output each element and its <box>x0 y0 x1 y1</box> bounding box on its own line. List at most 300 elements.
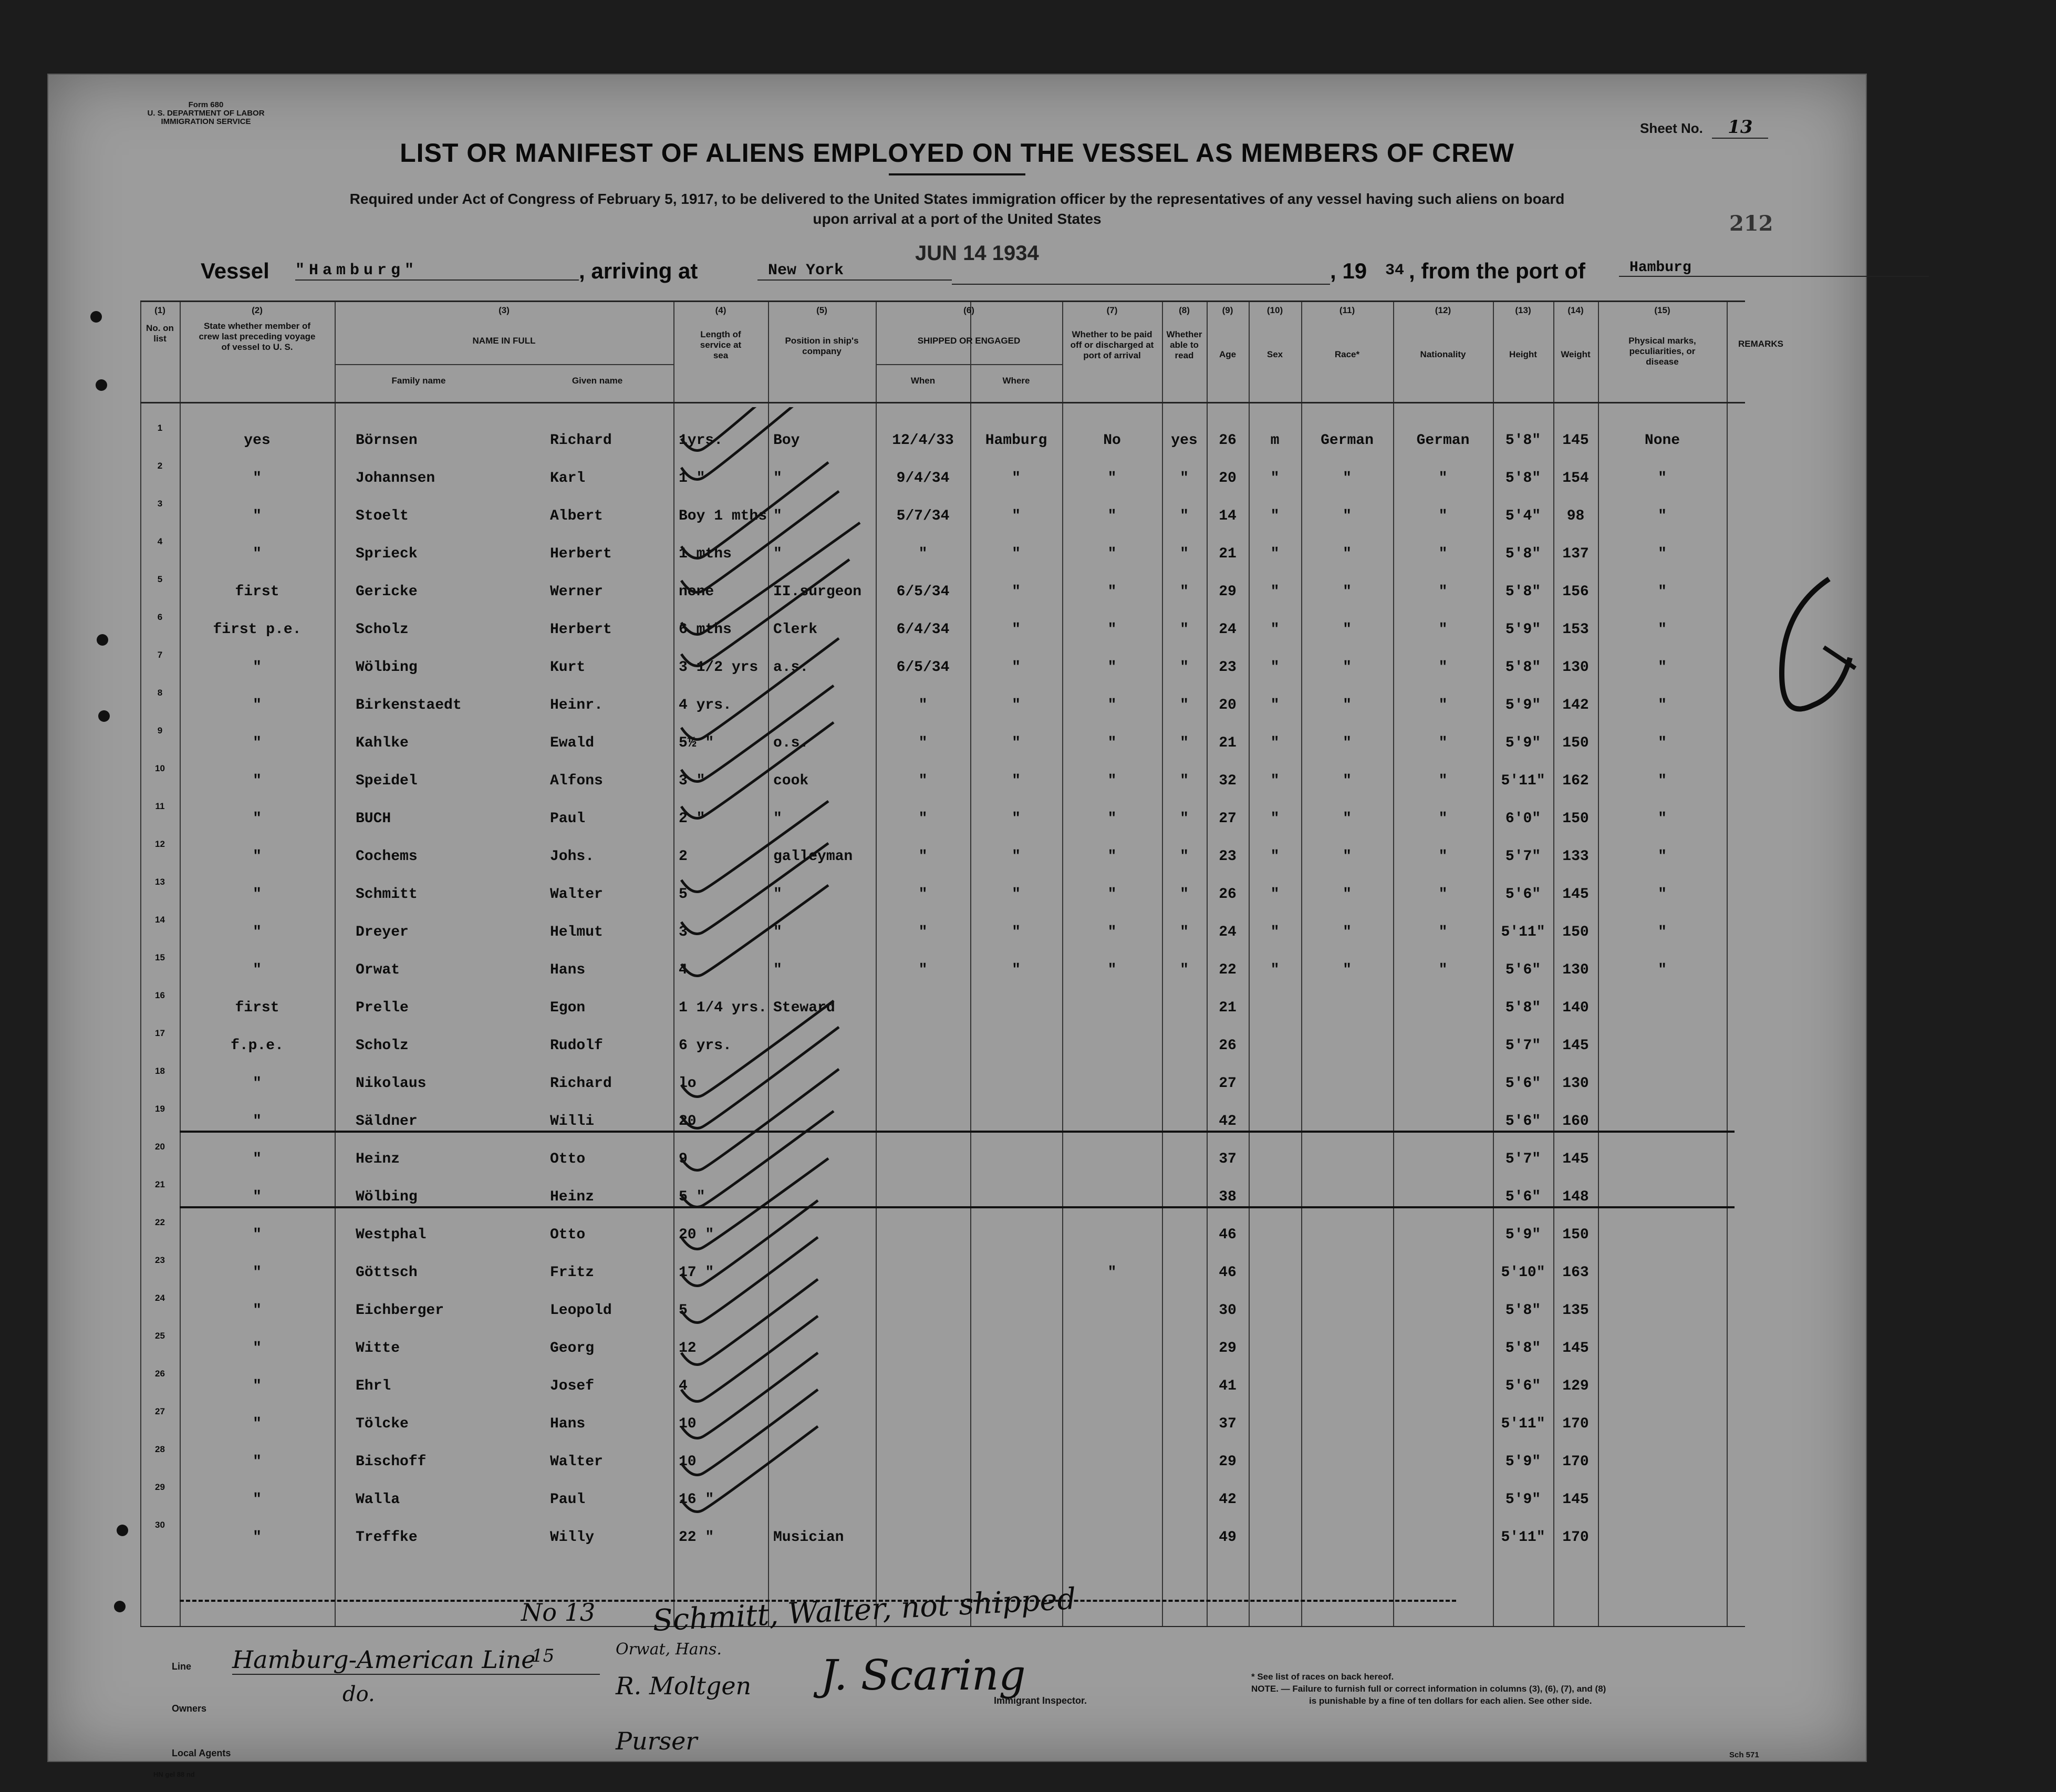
cell-age: 23 <box>1219 848 1237 865</box>
cell-given: Helmut <box>550 924 603 940</box>
fine-note-1: NOTE. — Failure to furnish full or correct information in columns (3), (6), (7), and (8) <box>1251 1684 1606 1694</box>
cell-family: Gericke <box>356 584 418 600</box>
cell-prev: " <box>253 811 262 827</box>
cell-weight: 170 <box>1562 1416 1589 1432</box>
cell-prev: " <box>253 1416 262 1432</box>
cell-paid: " <box>1107 848 1117 865</box>
cell-prev: " <box>253 962 262 978</box>
cell-service: 3 <box>679 924 688 940</box>
cell-height: 5'8" <box>1505 546 1541 562</box>
cell-sex: " <box>1270 621 1280 638</box>
cell-given: Willy <box>550 1529 595 1546</box>
cell-n: 24 <box>155 1293 165 1303</box>
cell-family: Börnsen <box>356 432 418 449</box>
cell-age: 26 <box>1219 1038 1237 1054</box>
cell-weight: 133 <box>1562 848 1589 865</box>
cell-age: 20 <box>1219 470 1237 486</box>
cell-nat: " <box>1438 546 1448 562</box>
cell-weight: 130 <box>1562 659 1589 676</box>
cell-weight: 162 <box>1562 773 1589 789</box>
cell-service: 22 " <box>679 1529 714 1546</box>
cell-sex: " <box>1270 508 1280 524</box>
cell-height: 5'9" <box>1505 1227 1541 1243</box>
cell-family: Johannsen <box>356 470 435 486</box>
cell-age: 37 <box>1219 1416 1237 1432</box>
cell-given: Fritz <box>550 1265 595 1281</box>
cell-prev: " <box>253 697 262 713</box>
cell-weight: 156 <box>1562 584 1589 600</box>
cell-age: 29 <box>1219 1340 1237 1356</box>
cell-prev: " <box>253 1189 262 1205</box>
cell-service: 2 <box>679 848 688 865</box>
table-row <box>140 688 1745 726</box>
cell-age: 30 <box>1219 1302 1237 1319</box>
cell-weight: 145 <box>1562 1038 1589 1054</box>
column-header: (2) State whether member of crew last preceding voyage of vessel to U. S. <box>199 305 316 352</box>
cell-family: Tölcke <box>356 1416 409 1432</box>
cell-height: 5'11" <box>1501 1529 1545 1546</box>
cell-height: 5'8" <box>1505 1340 1541 1356</box>
cell-n: 12 <box>155 839 165 849</box>
column-subheader: When <box>910 376 936 386</box>
cell-prev: " <box>253 1151 262 1167</box>
cell-given: Hans <box>550 962 586 978</box>
cell-n: 16 <box>155 990 165 1000</box>
purser-signature: R. Moltgen <box>616 1672 752 1700</box>
cell-where: " <box>1012 962 1021 978</box>
cell-race: " <box>1343 697 1352 713</box>
cell-where: " <box>1012 848 1021 865</box>
cell-marks: " <box>1658 848 1667 865</box>
cell-given: Georg <box>550 1340 595 1356</box>
cell-height: 5'8" <box>1505 470 1541 486</box>
cell-service: 16 " <box>679 1491 714 1508</box>
cell-read: " <box>1180 773 1189 789</box>
cell-sex: " <box>1270 924 1280 940</box>
cell-weight: 135 <box>1562 1302 1589 1319</box>
cell-age: 32 <box>1219 773 1237 789</box>
cell-paid: " <box>1107 962 1117 978</box>
cell-weight: 150 <box>1562 924 1589 940</box>
cell-given: Heinr. <box>550 697 603 713</box>
cell-height: 5'10" <box>1501 1265 1545 1281</box>
cell-given: Albert <box>550 508 603 524</box>
cell-service: 2 " <box>679 811 705 827</box>
handwritten-note-2: Orwat, Hans. <box>616 1640 722 1659</box>
cell-when: 6/5/34 <box>896 584 950 600</box>
table-row <box>140 1482 1745 1520</box>
table-row <box>140 1520 1745 1558</box>
cell-height: 5'9" <box>1505 1454 1541 1470</box>
cell-family: Eichberger <box>356 1302 444 1319</box>
table-row <box>140 1369 1745 1406</box>
cell-nat: " <box>1438 735 1448 751</box>
cell-weight: 137 <box>1562 546 1589 562</box>
cell-given: Werner <box>550 584 603 600</box>
cell-given: Richard <box>550 1075 612 1092</box>
cell-sex: m <box>1270 432 1280 449</box>
table-row <box>140 1179 1745 1217</box>
cell-n: 23 <box>155 1255 165 1265</box>
cell-family: Nikolaus <box>356 1075 427 1092</box>
cell-service: lo <box>679 1075 697 1092</box>
cell-given: Hans <box>550 1416 586 1432</box>
cell-race: " <box>1343 848 1352 865</box>
vessel-line: Vessel "Hamburg" , arriving at New York , 19 34 , from the port of Hamburg <box>201 258 1777 290</box>
agents-label: Local Agents <box>172 1748 231 1758</box>
column-header: (15) Physical marks, peculiarities, or disease <box>1628 305 1696 367</box>
cell-prev: " <box>253 924 262 940</box>
cell-height: 5'6" <box>1505 1075 1541 1092</box>
cell-prev: first p.e. <box>213 621 302 638</box>
line-value: Hamburg-American Line <box>232 1645 600 1675</box>
column-header: (3) NAME IN FULL <box>472 305 536 346</box>
cell-given: Otto <box>550 1151 586 1167</box>
cell-n: 20 <box>155 1142 165 1152</box>
cell-height: 5'7" <box>1505 1038 1541 1054</box>
cell-read: " <box>1180 811 1189 827</box>
punch-hole <box>117 1525 128 1536</box>
cell-n: 1 <box>157 423 163 433</box>
cell-nat: " <box>1438 848 1448 865</box>
cell-when: " <box>918 886 928 903</box>
cell-paid: " <box>1107 584 1117 600</box>
cell-service: 10 <box>679 1416 697 1432</box>
cell-prev: " <box>253 1491 262 1508</box>
cell-sex: " <box>1270 584 1280 600</box>
crew-table <box>140 301 1783 1627</box>
cell-height: 5'7" <box>1505 848 1541 865</box>
margin-check-mark <box>1766 568 1861 742</box>
title-underline <box>889 173 1025 175</box>
handwritten-note-no2: 15 <box>532 1645 555 1666</box>
cell-given: Heinz <box>550 1189 595 1205</box>
cell-weight: 170 <box>1562 1454 1589 1470</box>
handwritten-note: Schmitt, Walter, not shipped <box>651 1581 1077 1639</box>
cell-position: " <box>773 924 782 940</box>
cell-height: 5'9" <box>1505 1491 1541 1508</box>
cell-marks: " <box>1658 773 1667 789</box>
date-stamp: JUN 14 1934 <box>915 242 1039 265</box>
handwritten-note-no: No 13 <box>521 1598 596 1627</box>
cell-marks: " <box>1658 962 1667 978</box>
cell-age: 24 <box>1219 621 1237 638</box>
cell-n: 9 <box>157 726 163 736</box>
cell-family: Dreyer <box>356 924 409 940</box>
cell-weight: 170 <box>1562 1529 1589 1546</box>
cell-sex: " <box>1270 773 1280 789</box>
table-row <box>140 1444 1745 1482</box>
cell-height: 5'9" <box>1505 735 1541 751</box>
cell-n: 2 <box>157 461 163 471</box>
cell-given: Johs. <box>550 848 595 865</box>
cell-prev: " <box>253 886 262 903</box>
cell-race: " <box>1343 584 1352 600</box>
cell-when: 9/4/34 <box>896 470 950 486</box>
cell-given: Ewald <box>550 735 595 751</box>
cell-paid: " <box>1107 546 1117 562</box>
cell-read: " <box>1180 924 1189 940</box>
line-label: Line <box>172 1661 192 1672</box>
cell-prev: " <box>253 1075 262 1092</box>
cell-position: Musician <box>773 1529 844 1546</box>
cell-age: 26 <box>1219 886 1237 903</box>
cell-n: 30 <box>155 1520 165 1530</box>
cell-service: 3 " <box>679 773 705 789</box>
cell-family: Wölbing <box>356 1189 418 1205</box>
cell-age: 38 <box>1219 1189 1237 1205</box>
cell-service: 20 " <box>679 1227 714 1243</box>
form-id: Form 680 U. S. DEPARTMENT OF LABOR IMMIGRATION SERVICE <box>147 100 265 126</box>
cell-service: 5 <box>679 1302 688 1319</box>
cell-age: 37 <box>1219 1151 1237 1167</box>
cell-when: " <box>918 773 928 789</box>
cell-prev: " <box>253 1265 262 1281</box>
cell-marks: " <box>1658 886 1667 903</box>
cell-height: 5'11" <box>1501 773 1545 789</box>
cell-paid: " <box>1107 470 1117 486</box>
cell-position: cook <box>773 773 809 789</box>
cell-given: Willi <box>550 1113 595 1130</box>
cell-n: 19 <box>155 1104 165 1114</box>
owners-label: Owners <box>172 1703 207 1714</box>
cell-marks: " <box>1658 659 1667 676</box>
cell-given: Otto <box>550 1227 586 1243</box>
cell-position: " <box>773 886 782 903</box>
cell-n: 11 <box>155 801 165 811</box>
cell-age: 26 <box>1219 432 1237 449</box>
cell-age: 22 <box>1219 962 1237 978</box>
cell-service: 3 1/2 yrs <box>679 659 759 676</box>
table-row <box>140 1406 1745 1444</box>
cell-age: 41 <box>1219 1378 1237 1394</box>
punch-hole <box>90 311 102 323</box>
cell-height: 5'8" <box>1505 1000 1541 1016</box>
table-row <box>140 461 1745 499</box>
table-row <box>140 839 1745 877</box>
cell-family: Säldner <box>356 1113 418 1130</box>
cell-n: 29 <box>155 1482 165 1492</box>
cell-given: Josef <box>550 1378 595 1394</box>
table-row <box>140 1331 1745 1369</box>
cell-n: 21 <box>155 1179 165 1189</box>
cell-read: " <box>1180 621 1189 638</box>
cell-nat: " <box>1438 584 1448 600</box>
cell-paid: No <box>1103 432 1121 449</box>
cell-weight: 163 <box>1562 1265 1589 1281</box>
cell-read: " <box>1180 886 1189 903</box>
cell-service: 6 mths <box>679 621 732 638</box>
cell-prev: " <box>253 773 262 789</box>
cell-height: 5'6" <box>1505 962 1541 978</box>
cell-when: 6/5/34 <box>896 659 950 676</box>
cell-when: 6/4/34 <box>896 621 950 638</box>
cell-weight: 148 <box>1562 1189 1589 1205</box>
cell-race: " <box>1343 546 1352 562</box>
cell-height: 5'8" <box>1505 584 1541 600</box>
cell-race: German <box>1321 432 1374 449</box>
table-row <box>140 952 1745 990</box>
table-row <box>140 1217 1745 1255</box>
cell-family: Sprieck <box>356 546 418 562</box>
cell-n: 27 <box>155 1406 165 1416</box>
cell-marks: " <box>1658 621 1667 638</box>
cell-given: Paul <box>550 1491 586 1508</box>
cell-service: 1yrs. <box>679 432 723 449</box>
table-row <box>140 1293 1745 1331</box>
cell-weight: 142 <box>1562 697 1589 713</box>
cell-read: " <box>1180 697 1189 713</box>
cell-service: 5 " <box>679 1189 705 1205</box>
cell-weight: 145 <box>1562 886 1589 903</box>
cell-weight: 130 <box>1562 1075 1589 1092</box>
cell-nat: " <box>1438 773 1448 789</box>
table-row <box>140 574 1745 612</box>
cell-where: " <box>1012 886 1021 903</box>
cell-prev: first <box>235 584 279 600</box>
cell-paid: " <box>1107 811 1117 827</box>
column-header: (14) Weight <box>1561 305 1591 359</box>
cell-family: BUCH <box>356 811 391 827</box>
cell-race: " <box>1343 659 1352 676</box>
cell-weight: 130 <box>1562 962 1589 978</box>
cell-n: 6 <box>157 612 163 622</box>
cell-nat: " <box>1438 697 1448 713</box>
cell-age: 21 <box>1219 546 1237 562</box>
cell-nat: " <box>1438 508 1448 524</box>
cell-position: Clerk <box>773 621 818 638</box>
cell-n: 15 <box>155 952 165 962</box>
cell-marks: " <box>1658 735 1667 751</box>
cell-weight: 153 <box>1562 621 1589 638</box>
cell-position: " <box>773 962 782 978</box>
cell-paid: " <box>1107 659 1117 676</box>
cell-nat: " <box>1438 886 1448 903</box>
table-row <box>140 423 1745 461</box>
cell-where: " <box>1012 735 1021 751</box>
cell-read: " <box>1180 962 1189 978</box>
cell-when: " <box>918 697 928 713</box>
cell-prev: yes <box>244 432 271 449</box>
cell-service: 9 <box>679 1151 688 1167</box>
cell-family: Wölbing <box>356 659 418 676</box>
cell-read: " <box>1180 584 1189 600</box>
cell-prev: " <box>253 1454 262 1470</box>
cell-prev: " <box>253 735 262 751</box>
cell-height: 5'9" <box>1505 697 1541 713</box>
cell-sex: " <box>1270 962 1280 978</box>
cell-weight: 98 <box>1566 508 1585 524</box>
cell-nat: " <box>1438 621 1448 638</box>
cell-given: Alfons <box>550 773 603 789</box>
cell-age: 21 <box>1219 735 1237 751</box>
cell-race: " <box>1343 962 1352 978</box>
subtitle: Required under Act of Congress of February 5, 1917, to be delivered to the United States immigration officer by the representatives of any vessel having such aliens on board upon arrival at a port of the United States <box>349 191 1565 227</box>
cell-n: 3 <box>157 499 163 509</box>
cell-given: Kurt <box>550 659 586 676</box>
cell-nat: " <box>1438 924 1448 940</box>
cell-weight: 145 <box>1562 432 1589 449</box>
cell-family: Witte <box>356 1340 400 1356</box>
cell-where: " <box>1012 584 1021 600</box>
cell-service: 10 <box>679 1454 697 1470</box>
cell-position: Boy <box>773 432 800 449</box>
cell-service: 1 mths <box>679 546 732 562</box>
cell-family: Orwat <box>356 962 400 978</box>
cell-read: " <box>1180 546 1189 562</box>
cell-prev: " <box>253 659 262 676</box>
punch-hole <box>98 710 110 722</box>
cell-position: a.s. <box>773 659 809 676</box>
cell-read: yes <box>1171 432 1198 449</box>
cell-nat: " <box>1438 962 1448 978</box>
cell-nat: " <box>1438 811 1448 827</box>
cell-where: " <box>1012 621 1021 638</box>
cell-family: Stoelt <box>356 508 409 524</box>
cell-race: " <box>1343 735 1352 751</box>
cell-age: 27 <box>1219 1075 1237 1092</box>
strike-line <box>180 1206 1735 1208</box>
schedule-number: Sch 571 <box>1729 1750 1759 1759</box>
table-row <box>140 1028 1745 1066</box>
cell-weight: 129 <box>1562 1378 1589 1394</box>
cell-age: 29 <box>1219 584 1237 600</box>
cell-given: Herbert <box>550 546 612 562</box>
cell-weight: 145 <box>1562 1491 1589 1508</box>
cell-weight: 154 <box>1562 470 1589 486</box>
cell-service: 5½ " <box>679 735 714 751</box>
cell-marks: " <box>1658 811 1667 827</box>
cell-race: " <box>1343 508 1352 524</box>
table-row <box>140 763 1745 801</box>
cell-age: 42 <box>1219 1113 1237 1130</box>
cell-n: 28 <box>155 1444 165 1454</box>
cell-family: Walla <box>356 1491 400 1508</box>
cell-height: 5'6" <box>1505 886 1541 903</box>
cell-given: Richard <box>550 432 612 449</box>
cell-position: galleyman <box>773 848 853 865</box>
cell-marks: " <box>1658 546 1667 562</box>
cell-weight: 145 <box>1562 1340 1589 1356</box>
table-row <box>140 915 1745 952</box>
cell-age: 23 <box>1219 659 1237 676</box>
column-header: (6) SHIPPED OR ENGAGED <box>917 305 1021 346</box>
cell-age: 24 <box>1219 924 1237 940</box>
cell-prev: " <box>253 1227 262 1243</box>
cell-height: 5'9" <box>1505 621 1541 638</box>
column-header: (9) Age <box>1219 305 1237 359</box>
cell-family: Scholz <box>356 1038 409 1054</box>
cell-sex: " <box>1270 546 1280 562</box>
cell-age: 20 <box>1219 697 1237 713</box>
cell-weight: 160 <box>1562 1113 1589 1130</box>
cell-service: 4 <box>679 962 688 978</box>
table-row <box>140 877 1745 915</box>
punch-hole <box>97 634 108 646</box>
cell-given: Walter <box>550 1454 603 1470</box>
cell-weight: 140 <box>1562 1000 1589 1016</box>
cell-nat: " <box>1438 659 1448 676</box>
check-marks <box>673 407 894 1631</box>
column-header: (4) Length of service at sea <box>700 305 742 360</box>
cell-n: 22 <box>155 1217 165 1227</box>
cell-family: Speidel <box>356 773 418 789</box>
page-number: 212 <box>1729 211 1773 236</box>
cell-age: 21 <box>1219 1000 1237 1016</box>
cell-where: " <box>1012 811 1021 827</box>
cell-weight: 150 <box>1562 1227 1589 1243</box>
column-subheader: Given name <box>572 376 623 386</box>
